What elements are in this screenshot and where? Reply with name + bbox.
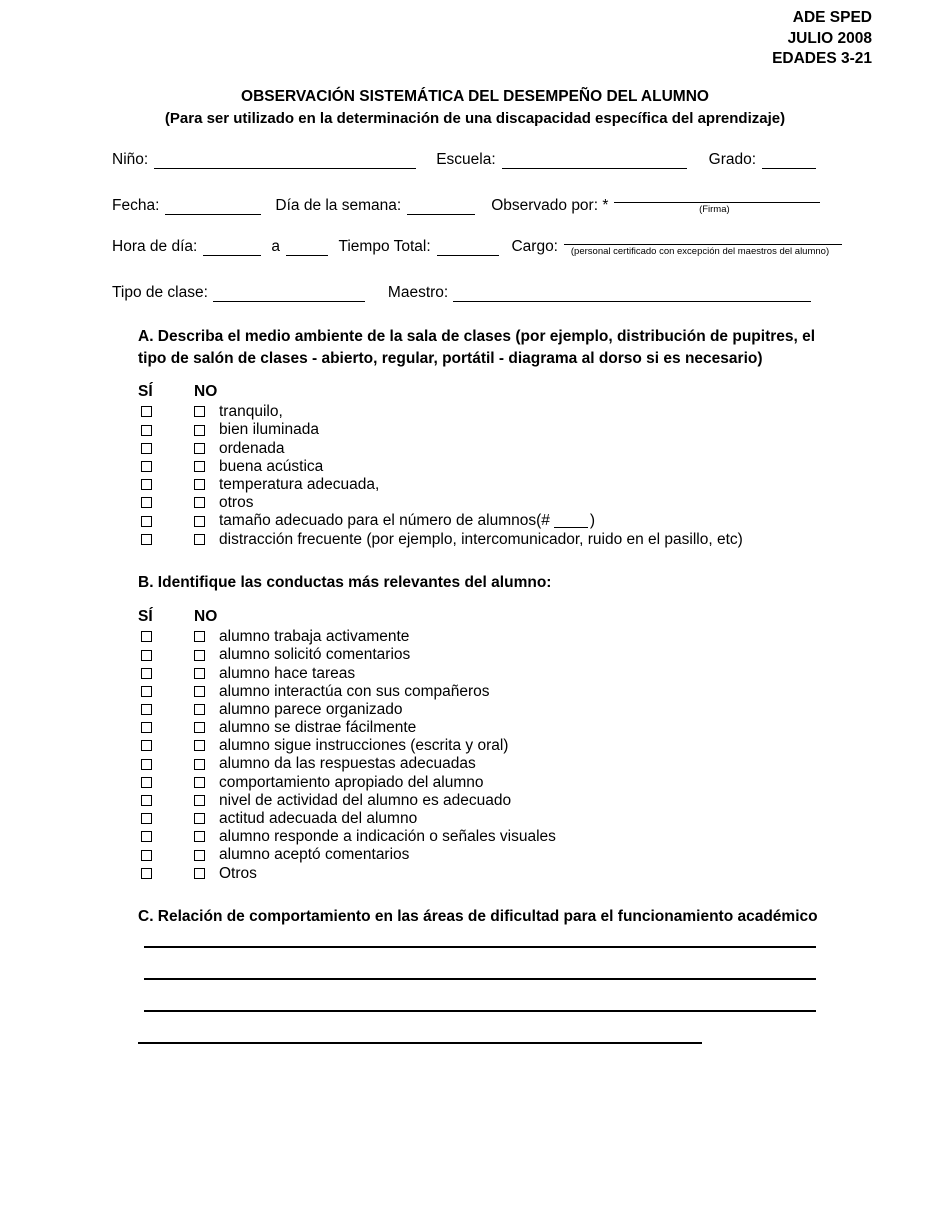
checkbox-no[interactable] (194, 479, 205, 490)
maestro-input[interactable] (453, 287, 811, 302)
list-item (138, 439, 840, 457)
form-row-class (112, 284, 842, 302)
checkbox-yes[interactable] (141, 704, 152, 715)
a-label: a (271, 238, 281, 256)
cargo-note: (personal certificado con excepción del maestros del alumno) (570, 245, 830, 257)
checkbox-yes[interactable] (141, 425, 152, 436)
item-label: temperatura adecuada, (219, 476, 380, 494)
checkbox-no[interactable] (194, 722, 205, 733)
writing-line[interactable] (138, 1042, 702, 1044)
item-label: alumno interactúa con sus compañeros (219, 682, 490, 700)
item-label: alumno responde a indicación o señales visuales (219, 828, 556, 846)
nino-input[interactable] (154, 153, 416, 169)
fecha-label: Fecha: (112, 196, 160, 214)
checkbox-no[interactable] (194, 831, 205, 842)
item-label-suffix: ) (589, 512, 596, 530)
list-item (138, 457, 840, 475)
checkbox-yes[interactable] (141, 777, 152, 788)
list-item (138, 530, 840, 548)
header-date: JULIO 2008 (787, 29, 872, 47)
checkbox-no[interactable] (194, 650, 205, 661)
hora-inicio-input[interactable] (203, 240, 261, 256)
checkbox-yes[interactable] (141, 668, 152, 679)
checkbox-no[interactable] (194, 497, 205, 508)
form-row-date (112, 187, 842, 215)
form-row-student (112, 151, 842, 169)
checkbox-no[interactable] (194, 668, 205, 679)
item-label: tamaño adecuado para el número de alumnos(# (219, 512, 550, 530)
column-yes-label: SÍ (138, 382, 153, 400)
checkbox-yes[interactable] (141, 795, 152, 806)
checkbox-yes[interactable] (141, 759, 152, 770)
section-b-heading: B. Identifique las conductas más relevantes del alumno: (138, 574, 552, 592)
checkbox-no[interactable] (194, 777, 205, 788)
firma-note: (Firma) (699, 204, 730, 216)
checkbox-no[interactable] (194, 759, 205, 770)
checkbox-yes[interactable] (141, 868, 152, 879)
checkbox-yes[interactable] (141, 650, 152, 661)
checkbox-no[interactable] (194, 686, 205, 697)
hora-fin-input[interactable] (286, 240, 328, 256)
item-label: alumno parece organizado (219, 700, 403, 718)
checkbox-yes[interactable] (141, 631, 152, 642)
list-item (138, 628, 840, 646)
document-header (0, 0, 950, 70)
checkbox-no[interactable] (194, 534, 205, 545)
nino-label: Niño: (112, 151, 149, 169)
item-label: tranquilo, (219, 403, 283, 421)
title-main: OBSERVACIÓN SISTEMÁTICA DEL DESEMPEÑO DEL ALUMNO (241, 87, 709, 105)
item-label: alumno aceptó comentarios (219, 846, 410, 864)
list-item (138, 828, 840, 846)
list-item (138, 810, 840, 828)
checkbox-no[interactable] (194, 631, 205, 642)
item-label: alumno da las respuestas adecuadas (219, 755, 476, 773)
list-item (138, 846, 840, 864)
maestro-label: Maestro: (387, 284, 449, 302)
section-b-column-headers (138, 608, 840, 626)
dia-label: Día de la semana: (275, 196, 402, 214)
item-label: alumno trabaja activamente (219, 628, 410, 646)
item-label: alumno hace tareas (219, 664, 356, 682)
section-c (0, 906, 950, 1043)
alumnos-count-input[interactable] (554, 515, 588, 528)
checkbox-no[interactable] (194, 795, 205, 806)
item-label: distracción frecuente (por ejemplo, intercomunicador, ruido en el pasillo, etc) (219, 530, 743, 548)
header-ages: EDADES 3-21 (772, 50, 872, 68)
item-label: buena acústica (219, 457, 324, 475)
checkbox-no[interactable] (194, 516, 205, 527)
column-no-label: NO (194, 382, 218, 400)
checkbox-no[interactable] (194, 850, 205, 861)
title-sub: (Para ser utilizado en la determinación de una discapacidad específica del aprendizaje) (164, 109, 786, 127)
checkbox-yes[interactable] (141, 534, 152, 545)
checkbox-yes[interactable] (141, 850, 152, 861)
item-label: actitud adecuada del alumno (219, 810, 418, 828)
section-c-writing-lines (138, 946, 840, 1044)
checkbox-yes[interactable] (141, 497, 152, 508)
item-label: Otros (219, 864, 257, 882)
escuela-label: Escuela: (436, 151, 496, 169)
grado-input[interactable] (762, 153, 816, 169)
list-item (138, 512, 840, 530)
item-label: otros (219, 494, 254, 512)
grado-label: Grado: (708, 151, 757, 169)
section-a (0, 326, 950, 548)
section-a-column-headers (138, 383, 840, 401)
list-item (138, 701, 840, 719)
page-title (0, 86, 950, 129)
dia-input[interactable] (407, 199, 475, 215)
list-item (138, 864, 840, 882)
checkbox-yes[interactable] (141, 516, 152, 527)
hora-label: Hora de día: (112, 238, 198, 256)
item-label: nivel de actividad del alumno es adecuado (219, 791, 512, 809)
section-b (0, 572, 950, 882)
writing-line[interactable] (144, 946, 816, 948)
list-item (138, 682, 840, 700)
item-label: alumno sigue instrucciones (escrita y oral) (219, 737, 509, 755)
list-item (138, 403, 840, 421)
checkbox-no[interactable] (194, 813, 205, 824)
observado-input[interactable] (614, 187, 820, 203)
section-c-heading: C. Relación de comportamiento en las áreas de dificultad para el funcionamiento académico (138, 908, 818, 926)
list-item (138, 494, 840, 512)
checkbox-no[interactable] (194, 704, 205, 715)
column-yes-label: SÍ (138, 607, 153, 625)
list-item (138, 737, 840, 755)
checkbox-no[interactable] (194, 868, 205, 879)
list-item (138, 664, 840, 682)
item-label: alumno solicitó comentarios (219, 646, 411, 664)
item-label: comportamiento apropiado del alumno (219, 773, 484, 791)
list-item (138, 719, 840, 737)
checkbox-yes[interactable] (141, 722, 152, 733)
checkbox-no[interactable] (194, 443, 205, 454)
tiempo-input[interactable] (437, 240, 500, 256)
tipo-clase-label: Tipo de clase: (112, 284, 208, 302)
header-agency: ADE SPED (792, 9, 872, 26)
checkbox-no[interactable] (194, 406, 205, 417)
cargo-label: Cargo: (511, 238, 558, 256)
list-item (138, 755, 840, 773)
checkbox-yes[interactable] (141, 740, 152, 751)
form-row-time (112, 229, 842, 257)
section-a-heading: A. Describa el medio ambiente de la sala de clases (por ejemplo, distribución de pupitres, el tipo de salón de clases - abierto, regular, portátil - diagrama al dorso si es necesario) (138, 328, 816, 367)
list-item (138, 773, 840, 791)
escuela-input[interactable] (502, 153, 687, 169)
writing-line[interactable] (144, 978, 816, 980)
form-fields (0, 151, 950, 302)
column-no-label: NO (194, 607, 218, 625)
list-item (138, 646, 840, 664)
checkbox-no[interactable] (194, 740, 205, 751)
tipo-clase-input[interactable] (213, 287, 365, 302)
list-item (138, 791, 840, 809)
checkbox-yes[interactable] (141, 686, 152, 697)
checkbox-yes[interactable] (141, 813, 152, 824)
cargo-input[interactable] (564, 229, 842, 245)
checkbox-yes[interactable] (141, 479, 152, 490)
observado-label: Observado por: * (491, 196, 609, 214)
checkbox-no[interactable] (194, 425, 205, 436)
checkbox-yes[interactable] (141, 461, 152, 472)
item-label: bien iluminada (219, 421, 319, 439)
writing-line[interactable] (144, 1010, 816, 1012)
item-label: ordenada (219, 439, 285, 457)
checkbox-yes[interactable] (141, 443, 152, 454)
tiempo-label: Tiempo Total: (338, 238, 431, 256)
checkbox-yes[interactable] (141, 831, 152, 842)
checkbox-yes[interactable] (141, 406, 152, 417)
item-label: alumno se distrae fácilmente (219, 719, 417, 737)
fecha-input[interactable] (165, 199, 261, 215)
list-item (138, 421, 840, 439)
list-item (138, 476, 840, 494)
checkbox-no[interactable] (194, 461, 205, 472)
